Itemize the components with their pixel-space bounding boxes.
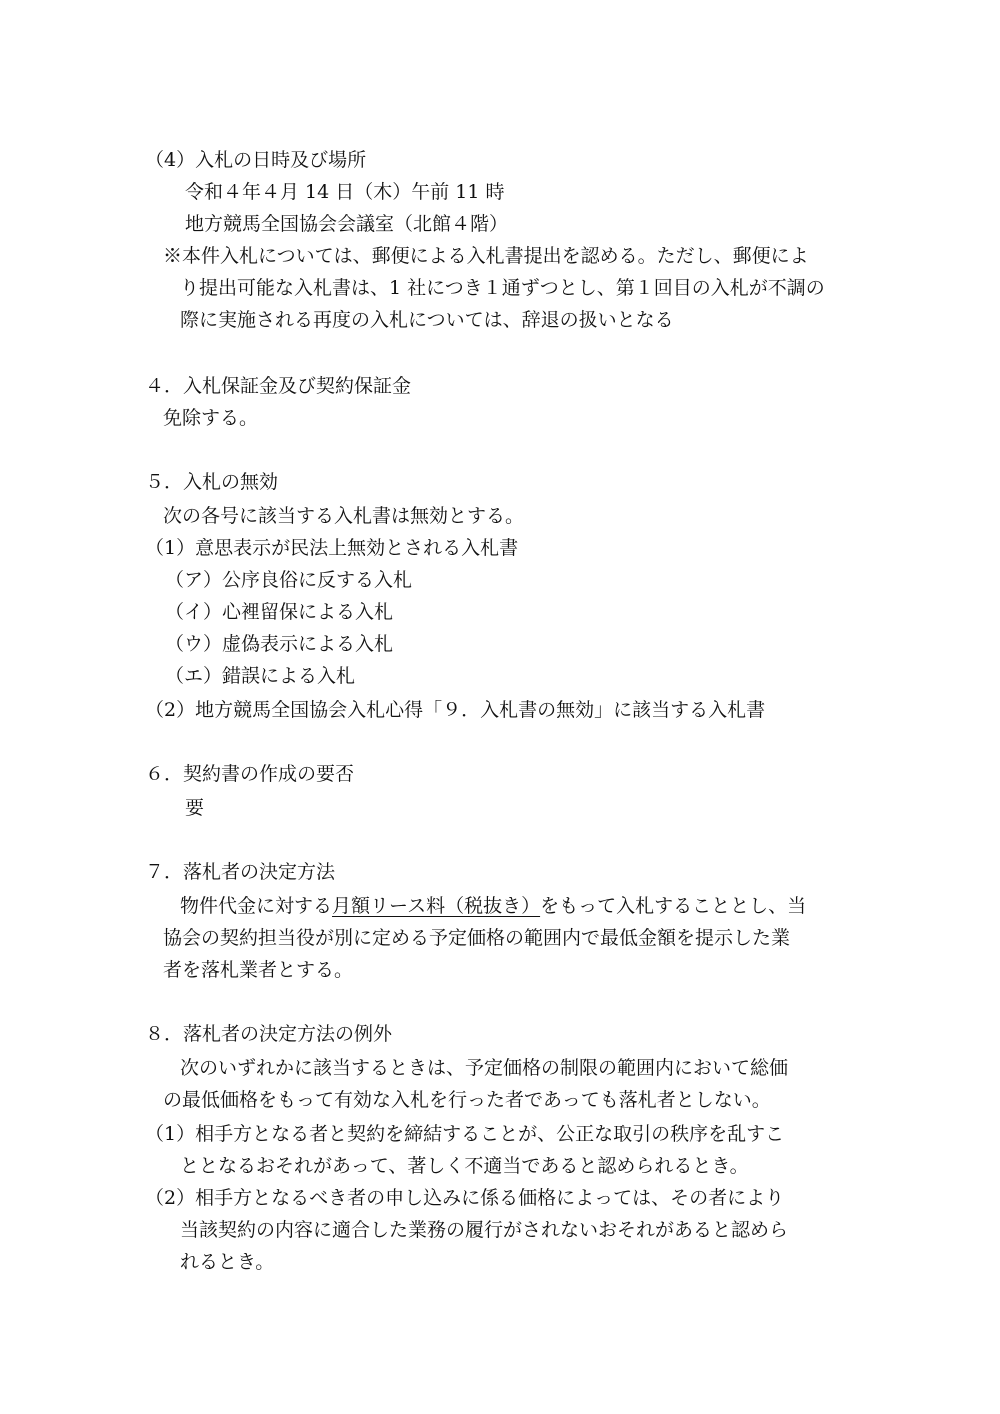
section-body: 次の各号に該当する入札書は無効とする。: [163, 505, 525, 527]
note-line: 際に実施される再度の入札については、辞退の扱いとなる: [180, 309, 674, 331]
note-line: り提出可能な入札書は、1 社につき１通ずつとし、第１回目の入札が不調の: [180, 277, 825, 299]
section-heading: ６．契約書の作成の要否: [145, 763, 355, 785]
section-heading: ５．入札の無効: [145, 471, 279, 493]
section-body: 免除する。: [163, 407, 259, 429]
paragraph-line: 協会の契約担当役が別に定める予定価格の範囲内で最低金額を提示した業: [163, 927, 791, 949]
list-item: （1）意思表示が民法上無効とされる入札書: [145, 537, 519, 559]
paragraph-line: 者を落札業者とする。: [163, 959, 354, 981]
sub-list-item: （エ）錯誤による入札: [165, 665, 356, 687]
section-heading: ７．落札者の決定方法: [145, 861, 336, 883]
list-item-cont: 当該契約の内容に適合した業務の履行がされないおそれがあると認めら: [180, 1219, 789, 1241]
section-body: 要: [185, 797, 205, 819]
note-line: ※本件入札については、郵便による入札書提出を認める。ただし、郵便によ: [163, 245, 809, 267]
underlined-term: 月額リース料（税抜き）: [332, 895, 541, 917]
text-span: 物件代金に対する: [180, 895, 333, 917]
paragraph-line: 次のいずれかに該当するときは、予定価格の制限の範囲内において総価: [180, 1057, 789, 1079]
list-item: （2）地方競馬全国協会入札心得「９．入札書の無効」に該当する入札書: [145, 699, 766, 721]
list-item: （1）相手方となる者と契約を締結することが、公正な取引の秩序を乱すこ: [145, 1123, 785, 1145]
list-item: （2）相手方となるべき者の申し込みに係る価格によっては、その者により: [145, 1187, 785, 1209]
bid-place: 地方競馬全国協会会議室（北館４階）: [185, 213, 509, 235]
section-heading: ４．入札保証金及び契約保証金: [145, 375, 412, 397]
paragraph-line: の最低価格をもって有効な入札を行った者であっても落札者としない。: [163, 1089, 771, 1111]
paragraph-line: [180, 890, 806, 922]
section-heading: ８．落札者の決定方法の例外: [145, 1023, 393, 1045]
text-span: をもって入札することとし、当: [540, 895, 807, 917]
sub-list-item: （イ）心裡留保による入札: [165, 601, 394, 623]
subsection-heading: （4）入札の日時及び場所: [145, 149, 367, 171]
list-item-cont: ととなるおそれがあって、著しく不適当であると認められるとき。: [180, 1155, 749, 1177]
list-item-cont: れるとき。: [180, 1251, 275, 1273]
sub-list-item: （ア）公序良俗に反する入札: [165, 569, 413, 591]
bid-date: 令和４年４月 14 日（木）午前 11 時: [185, 181, 505, 203]
sub-list-item: （ウ）虚偽表示による入札: [165, 633, 394, 655]
